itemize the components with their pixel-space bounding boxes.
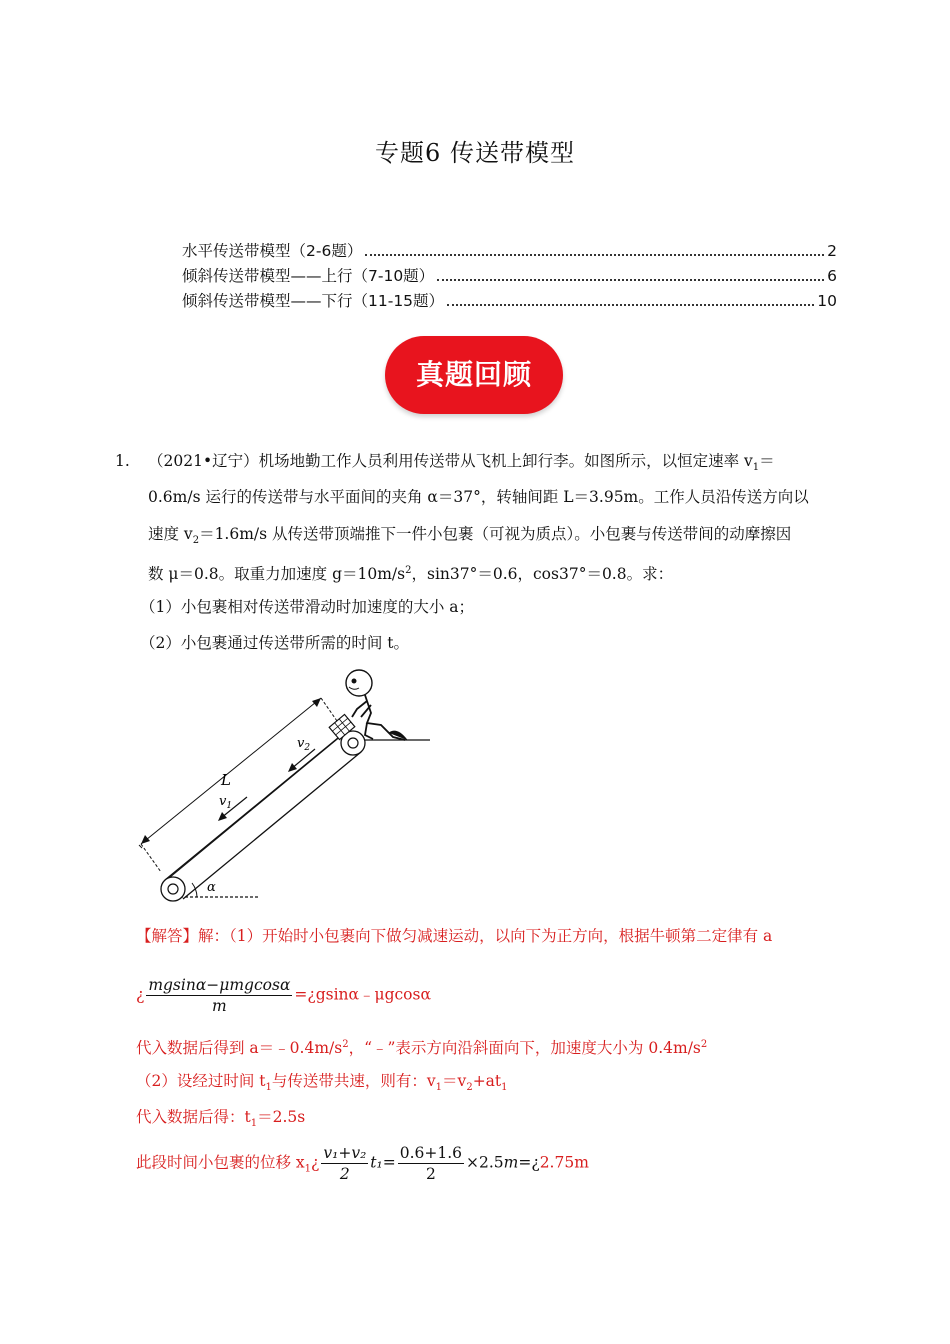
dim-guide <box>141 844 161 872</box>
v1-arrowhead <box>218 812 227 821</box>
dim-guide <box>321 698 337 721</box>
toc-entry-label: 水平传送带模型（2-6题） <box>182 242 363 260</box>
table-of-contents <box>182 239 837 314</box>
answer-line-3: 代入数据后得到 $a=﹣0.4m/s^2$，“﹣”表示方向沿斜面向下，加速度大小为 $0.4m/s^2$ <box>136 1039 708 1058</box>
question-line-4: 数 μ＝0.8。取重力加速度 $g=10m/s^2$，sin37°＝0.6，cos37°＝0.8。求： <box>148 565 674 584</box>
toc-entry-page: 10 <box>817 292 837 310</box>
label-v2: $v_2$ <box>297 736 311 753</box>
toc-entry[interactable] <box>182 289 837 314</box>
toc-entry[interactable] <box>182 264 837 289</box>
question-part-1: （1）小包裹相对传送带滑动时加速度的大小 a； <box>140 598 475 616</box>
section-badge: 真题回顾 <box>385 336 563 414</box>
toc-entry-page: 6 <box>827 267 837 285</box>
label-alpha: α <box>207 880 216 895</box>
belt-lower-edge <box>183 752 361 899</box>
answer-line-5: 代入数据后得：$t_1=2.5s$ <box>136 1108 306 1130</box>
toc-leader-dots <box>447 304 814 306</box>
toc-entry-label: 倾斜传送带模型——上行（7-10题） <box>182 267 435 285</box>
question-line-2: 0.6m/s 运行的传送带与水平面间的夹角 α＝37°，转轴间距 L＝3.95m。工作人员沿传送方向以 <box>148 488 809 506</box>
answer-intro: 【解答】解：（1）开始时小包裹向下做匀减速运动，以向下为正方向，根据牛顿第二定律有 a <box>136 927 773 945</box>
answer-line-4: （2）设经过时间 $t_1$与传送带共速，则有：$v_1=v_2+at_1$ <box>136 1072 508 1094</box>
toc-leader-dots <box>437 279 824 281</box>
conveyor-figure <box>135 665 435 905</box>
toc-entry-page: 2 <box>827 242 837 260</box>
length-arrowhead <box>141 835 150 844</box>
page-title: 专题6 传送带模型 <box>375 139 575 167</box>
question-number: 1. <box>115 452 130 470</box>
length-arrow <box>141 698 321 844</box>
worker-figure <box>346 670 407 740</box>
answer-equation-1: ¿ $\frac{\text{mgsinα−μmgcosα}}{m}$ =¿gsinα﹣μgcosα <box>136 976 431 1015</box>
label-L: L <box>221 771 231 789</box>
bottom-roller <box>161 877 185 901</box>
toc-entry[interactable] <box>182 239 837 264</box>
answer-line-6: 此段时间小包裹的位移 $x_1¿$ $\frac{\text{v₁+v₂}}{2}$ t₁= $\frac{0.6+1.6}{2}$ ×2.5m=¿2.75m <box>136 1144 589 1183</box>
length-arrowhead <box>312 698 321 707</box>
question-line-3: 速度 $v_2=1.6m/s$ 从传送带顶端推下一件小包裹（可视为质点）。小包裹与传送带间的动摩擦因 <box>148 525 792 547</box>
label-v1: $v_1$ <box>219 794 233 811</box>
answer-heading: 【解答】 <box>136 927 199 945</box>
question-part-2: （2）小包裹通过传送带所需的时间 t。 <box>140 634 410 652</box>
toc-leader-dots <box>365 254 824 256</box>
question-line-1: （2021•辽宁）机场地勤工作人员利用传送带从飞机上卸行李。如图所示，以恒定速率 $v_1=$ <box>148 452 775 474</box>
belt-line <box>163 736 341 883</box>
toc-entry-label: 倾斜传送带模型——下行（11-15题） <box>182 292 445 310</box>
